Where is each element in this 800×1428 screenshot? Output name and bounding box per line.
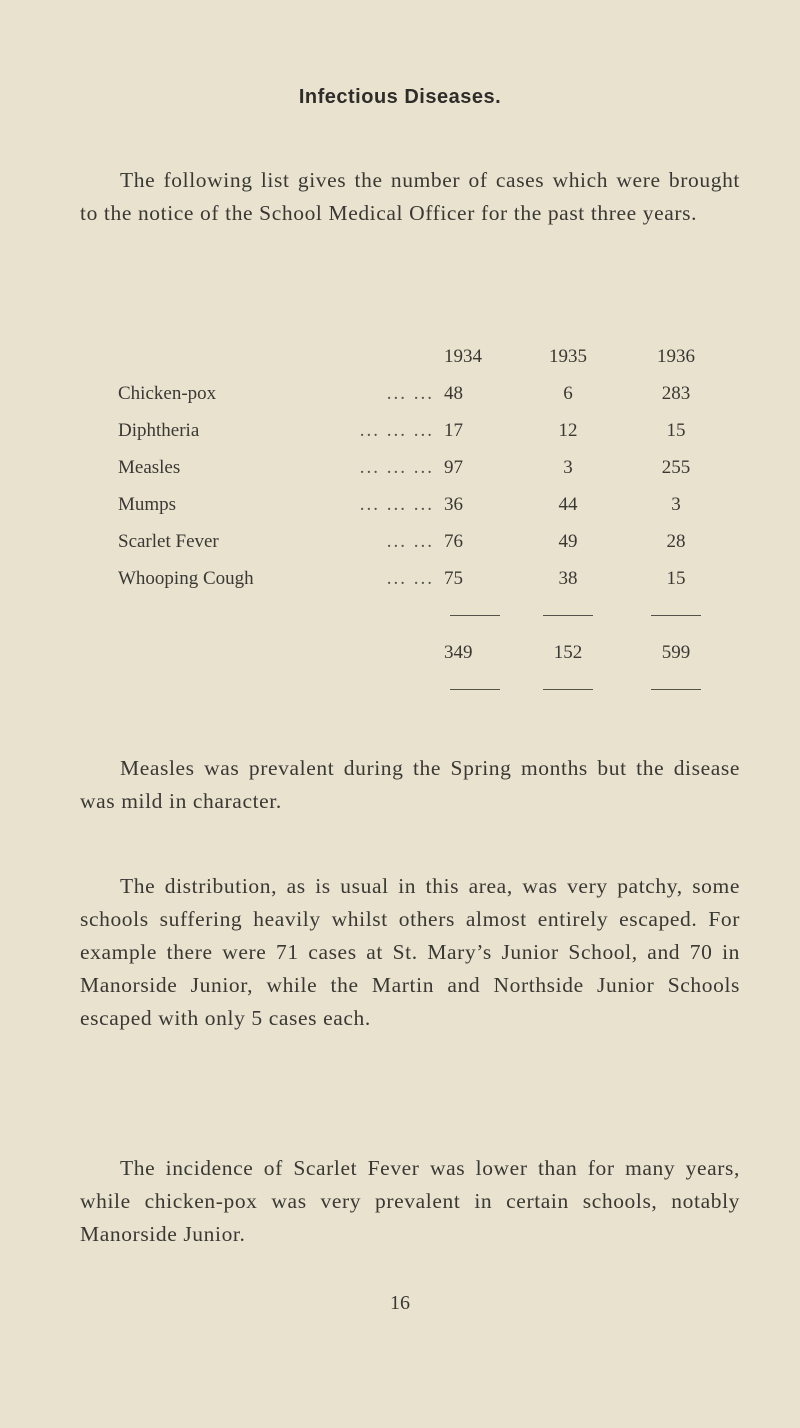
- case-count: 6: [563, 382, 573, 404]
- case-count: 97: [444, 456, 463, 478]
- disease-name: Diphtheria: [118, 419, 200, 441]
- leader-dots: ... ...: [386, 567, 434, 589]
- table-row: [118, 560, 730, 597]
- disease-name: Measles: [118, 456, 181, 478]
- distribution-paragraph: The distribution, as is usual in this area, was very patchy, some schools suffering heavily whilst others almost entirely escaped. For example there were 71 cases at St. Mary’s Junior School, and 70 in Manorside Junior, while the Martin and Northside Junior Schools escaped with only 5 cases each.: [80, 874, 740, 1030]
- disease-name: Scarlet Fever: [118, 530, 219, 552]
- case-count: 283: [661, 382, 691, 404]
- leader-dots: ... ... ...: [359, 456, 434, 478]
- cases-table: [118, 338, 730, 708]
- leader-dots: ... ...: [386, 530, 434, 552]
- year-header: 1934: [444, 345, 482, 367]
- year-header: 1935: [549, 345, 587, 367]
- table-row: [118, 523, 730, 560]
- table-row: [118, 449, 730, 486]
- page-number: 16: [390, 1292, 410, 1314]
- leader-dots: ... ... ...: [359, 493, 434, 515]
- table-row: [118, 375, 730, 412]
- case-count: 3: [563, 456, 573, 478]
- case-count: 15: [666, 419, 686, 441]
- year-header: 1936: [657, 345, 695, 367]
- case-count: 48: [444, 382, 463, 404]
- case-count: 255: [661, 456, 691, 478]
- divider: [651, 615, 701, 616]
- disease-name: Whooping Cough: [118, 567, 254, 589]
- divider: [543, 689, 593, 690]
- divider: [450, 689, 500, 690]
- case-count: 12: [558, 419, 578, 441]
- case-count: 38: [558, 567, 578, 589]
- case-count: 36: [444, 493, 463, 515]
- disease-name: Mumps: [118, 493, 177, 515]
- case-count: 76: [444, 530, 463, 552]
- divider-row: [118, 597, 730, 634]
- totals-row: [118, 634, 730, 671]
- table-row: [118, 412, 730, 449]
- divider: [450, 615, 500, 616]
- leader-dots: ... ... ...: [359, 419, 434, 441]
- case-count: 28: [666, 530, 686, 552]
- case-count: 15: [666, 567, 686, 589]
- table-row: [118, 486, 730, 523]
- total-count: 152: [553, 641, 583, 663]
- page-title: Infectious Diseases.: [298, 86, 502, 108]
- intro-paragraph: The following list gives the number of cases which were brought to the notice of the School Medical Officer for the past three years.: [80, 168, 740, 225]
- divider: [651, 689, 701, 690]
- total-count: 349: [444, 641, 473, 663]
- case-count: 3: [671, 493, 681, 515]
- total-count: 599: [661, 641, 691, 663]
- disease-name: Chicken-pox: [118, 382, 217, 404]
- case-count: 17: [444, 419, 463, 441]
- table-header-row: [118, 338, 730, 375]
- case-count: 49: [558, 530, 578, 552]
- leader-dots: ... ...: [386, 382, 434, 404]
- divider-row: [118, 671, 730, 708]
- measles-paragraph: Measles was prevalent during the Spring months but the disease was mild in character.: [80, 756, 740, 813]
- scarlet-fever-paragraph: The incidence of Scarlet Fever was lower than for many years, while chicken-pox was very prevalent in certain schools, notably Manorside Junior.: [80, 1156, 740, 1246]
- case-count: 75: [444, 567, 463, 589]
- case-count: 44: [558, 493, 578, 515]
- divider: [543, 615, 593, 616]
